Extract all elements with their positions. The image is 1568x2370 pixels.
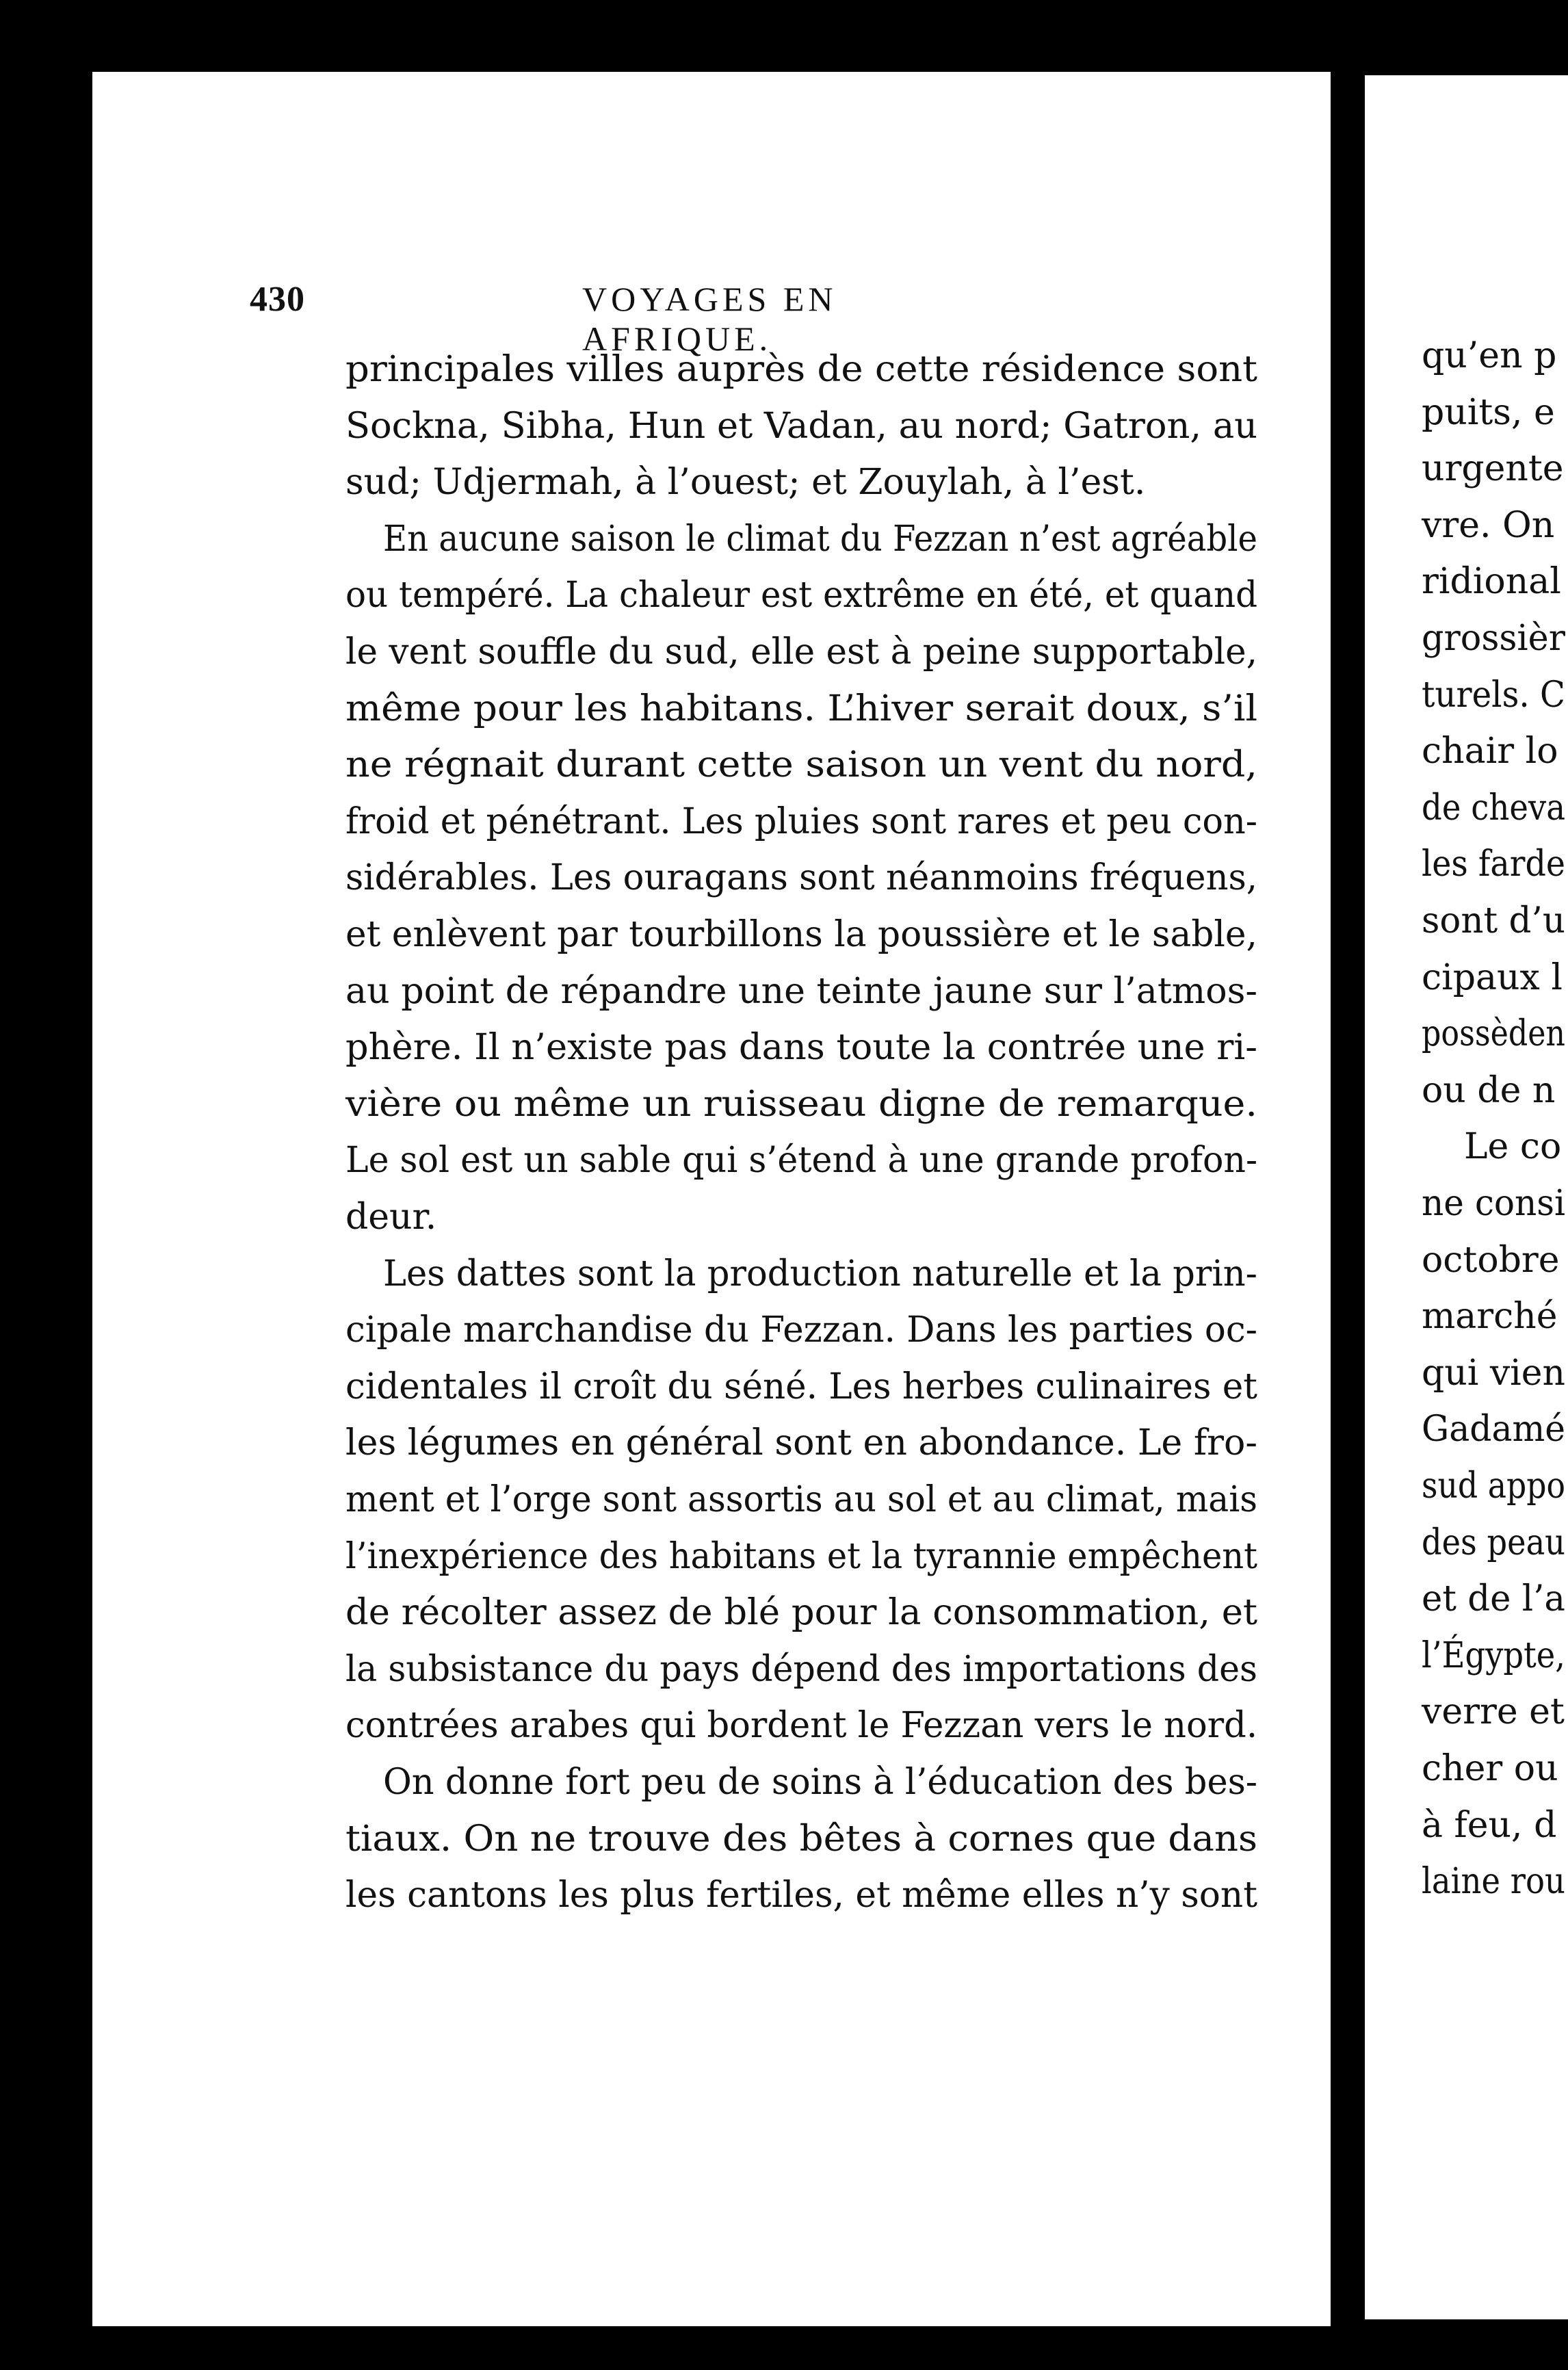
- text-line: la subsistance du pays dépend des importations des: [345, 1648, 1257, 1690]
- text-line: Les dattes sont la production naturelle et la prin-: [383, 1253, 1257, 1294]
- text-line: chair lo: [1422, 731, 1558, 772]
- text-line: sont d’u: [1422, 900, 1565, 941]
- text-line: le vent souffle du sud, elle est à peine supportable,: [345, 631, 1258, 673]
- text-line: grossièr: [1422, 618, 1565, 659]
- text-line: sidérables. Les ouragans sont néanmoins fréquens,: [345, 857, 1258, 899]
- text-line: les cantons les plus fertiles, et même elles n’y sont: [345, 1875, 1257, 1916]
- text-line: qu’en p: [1422, 335, 1557, 376]
- text-line: contrées arabes qui bordent le Fezzan vers le nord.: [345, 1705, 1258, 1747]
- text-line: ment et l’orge sont assortis au sol et au climat, mais: [345, 1479, 1258, 1520]
- text-line: Sockna, Sibha, Hun et Vadan, au nord; Gatron, au: [345, 405, 1258, 447]
- text-line: deur.: [345, 1197, 437, 1238]
- text-line: tiaux. On ne trouve des bêtes à cornes que dans: [345, 1818, 1258, 1860]
- text-line: cher ou: [1422, 1748, 1558, 1789]
- text-line: Le co: [1464, 1126, 1562, 1168]
- text-line: même pour les habitans. L’hiver serait doux, s’il: [345, 688, 1258, 729]
- text-line: et de l’a: [1422, 1578, 1565, 1620]
- text-line: froid et pénétrant. Les pluies sont rares et peu con-: [345, 800, 1257, 842]
- text-line: turels. C: [1422, 674, 1565, 716]
- text-line: cipaux l: [1422, 956, 1563, 998]
- text-line: octobre: [1422, 1239, 1560, 1281]
- text-line: principales villes auprès de cette résidence sont: [345, 349, 1258, 390]
- page-header: [250, 279, 1036, 358]
- text-line: à feu, d: [1422, 1804, 1557, 1846]
- text-line: ne régnait durant cette saison un vent du nord,: [345, 744, 1258, 786]
- text-line: de cheva: [1422, 787, 1566, 829]
- text-line: ou de n: [1422, 1069, 1556, 1111]
- text-line: ne consi: [1422, 1183, 1566, 1224]
- text-line: sud; Udjermah, à l’ouest; et Zouylah, à l’est.: [345, 462, 1146, 504]
- text-line: laine rou: [1422, 1861, 1566, 1903]
- text-line: verre et: [1422, 1691, 1565, 1733]
- text-line: de récolter assez de blé pour la consommation, et: [345, 1592, 1258, 1634]
- text-line: ridional: [1422, 561, 1561, 603]
- text-line: urgente: [1422, 448, 1564, 490]
- text-line: sud appo: [1422, 1466, 1565, 1507]
- text-line: au point de répandre une teinte jaune sur l’atmos-: [345, 970, 1257, 1012]
- page-number: 430: [250, 280, 305, 319]
- text-line: Gadamé: [1422, 1409, 1566, 1450]
- text-line: possèden: [1422, 1013, 1565, 1055]
- text-line: ou tempéré. La chaleur est extrême en été, et quand: [345, 575, 1258, 616]
- text-line: cipale marchandise du Fezzan. Dans les parties oc-: [345, 1310, 1257, 1351]
- text-line: et enlèvent par tourbillons la poussière et le sable,: [345, 914, 1257, 955]
- text-line: On donne fort peu de soins à l’éducation des bes-: [383, 1762, 1258, 1803]
- text-line: des peau: [1422, 1522, 1566, 1563]
- text-line: puits, e: [1422, 391, 1555, 433]
- text-line: cidentales il croît du séné. Les herbes culinaires et: [345, 1366, 1257, 1407]
- text-line: l’inexpérience des habitans et la tyrannie empêchent: [345, 1535, 1257, 1577]
- text-line: Le sol est un sable qui s’étend à une grande profon-: [345, 1140, 1258, 1182]
- text-line: marché: [1422, 1296, 1558, 1338]
- text-line: l’Égypte,: [1422, 1635, 1565, 1676]
- text-line: En aucune saison le climat du Fezzan n’est agréable: [383, 518, 1258, 560]
- text-line: les farde: [1422, 844, 1566, 885]
- text-line: qui vien: [1422, 1352, 1566, 1394]
- text-line: vière ou même un ruisseau digne de remarque.: [345, 1083, 1257, 1125]
- running-title: VOYAGES EN AFRIQUE.: [582, 280, 837, 358]
- text-line: phère. Il n’existe pas dans toute la contrée une ri-: [345, 1027, 1257, 1069]
- text-line: vre. On: [1422, 504, 1555, 546]
- text-line: les légumes en général sont en abondance. Le fro-: [345, 1422, 1257, 1464]
